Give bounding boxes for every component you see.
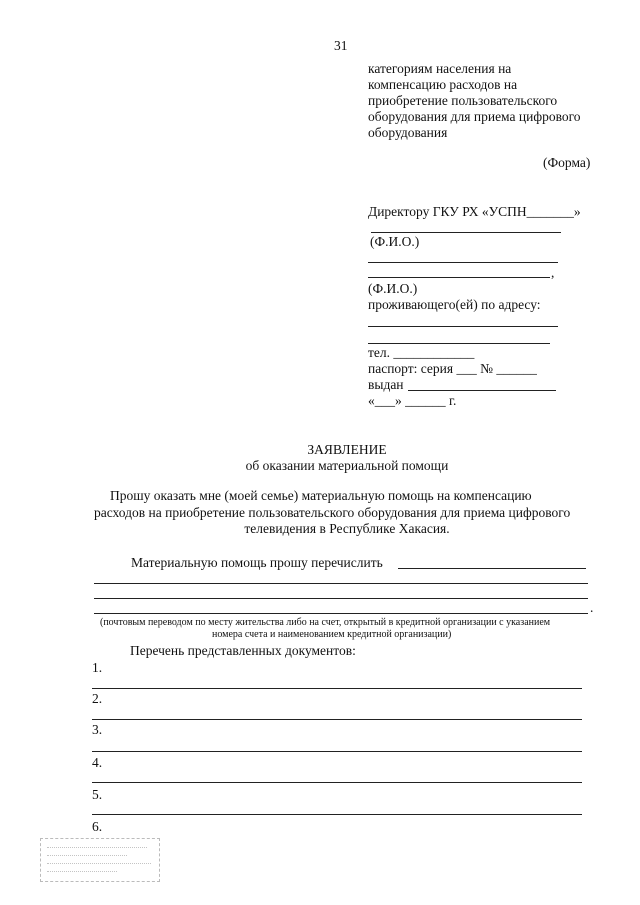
address-line-2 (368, 343, 550, 344)
addressee-comma: , (551, 265, 555, 280)
document-line-3 (92, 751, 582, 752)
form-label: (Форма) (543, 155, 591, 170)
transfer-note-line-1: (почтовым переводом по месту жительства либо на счет, открытый в кредитной организации с указанием (100, 617, 551, 628)
addressee-line-1 (371, 232, 561, 233)
transfer-line-1 (94, 583, 588, 584)
transfer-note-line-2: номера счета и наименованием кредитной организации) (212, 629, 452, 640)
documents-title: Перечень представленных документов: (130, 643, 356, 658)
transfer-period: . (590, 600, 594, 615)
header-line-4: оборудования для приема цифрового (368, 109, 581, 124)
document-line-2 (92, 719, 582, 720)
transfer-line-2 (94, 598, 588, 599)
document-line-5 (92, 814, 582, 815)
addressee-director: Директору ГКУ РХ «УСПН_______» (368, 204, 581, 219)
addressee-issued: выдан (368, 377, 404, 392)
document-title: ЗАЯВЛЕНИЕ (307, 442, 387, 457)
document-line-4 (92, 782, 582, 783)
header-line-2: компенсацию расходов на (368, 77, 518, 92)
document-item-1: 1. (92, 660, 103, 675)
document-item-2: 2. (92, 691, 103, 706)
document-item-3: 3. (92, 722, 103, 737)
document-item-4: 4. (92, 755, 103, 770)
addressee-fio-2: (Ф.И.О.) (368, 281, 418, 296)
addressee-date: «___» ______ г. (368, 393, 457, 408)
document-line-1 (92, 688, 582, 689)
document-subtitle: об оказании материальной помощи (245, 458, 449, 473)
header-line-3: приобретение пользовательского (368, 93, 558, 108)
address-line-1 (368, 326, 558, 327)
addressee-residing: проживающего(ей) по адресу: (368, 297, 541, 312)
issued-line (408, 390, 556, 391)
document-item-6: 6. (92, 819, 103, 834)
request-line-2: расходов на приобретение пользовательского оборудования для приема цифрового (94, 505, 571, 520)
document-item-5: 5. (92, 787, 103, 802)
addressee-fio-1: (Ф.И.О.) (370, 234, 420, 249)
header-line-5: оборудования (368, 125, 448, 140)
addressee-line-2 (368, 262, 558, 263)
addressee-line-3 (368, 277, 550, 278)
addressee-phone: тел. ____________ (368, 345, 475, 360)
request-line-3: телевидения в Республике Хакасия. (244, 521, 450, 536)
transfer-line-0 (398, 568, 586, 569)
addressee-passport: паспорт: серия ___ № ______ (368, 361, 537, 376)
transfer-label: Материальную помощь прошу перечислить (131, 555, 383, 570)
faint-stamp (40, 838, 160, 882)
header-line-1: категориям населения на (368, 61, 512, 76)
transfer-line-3 (94, 613, 588, 614)
page-number: 31 (334, 38, 348, 53)
request-line-1: Прошу оказать мне (моей семье) материальную помощь на компенсацию (110, 488, 532, 503)
